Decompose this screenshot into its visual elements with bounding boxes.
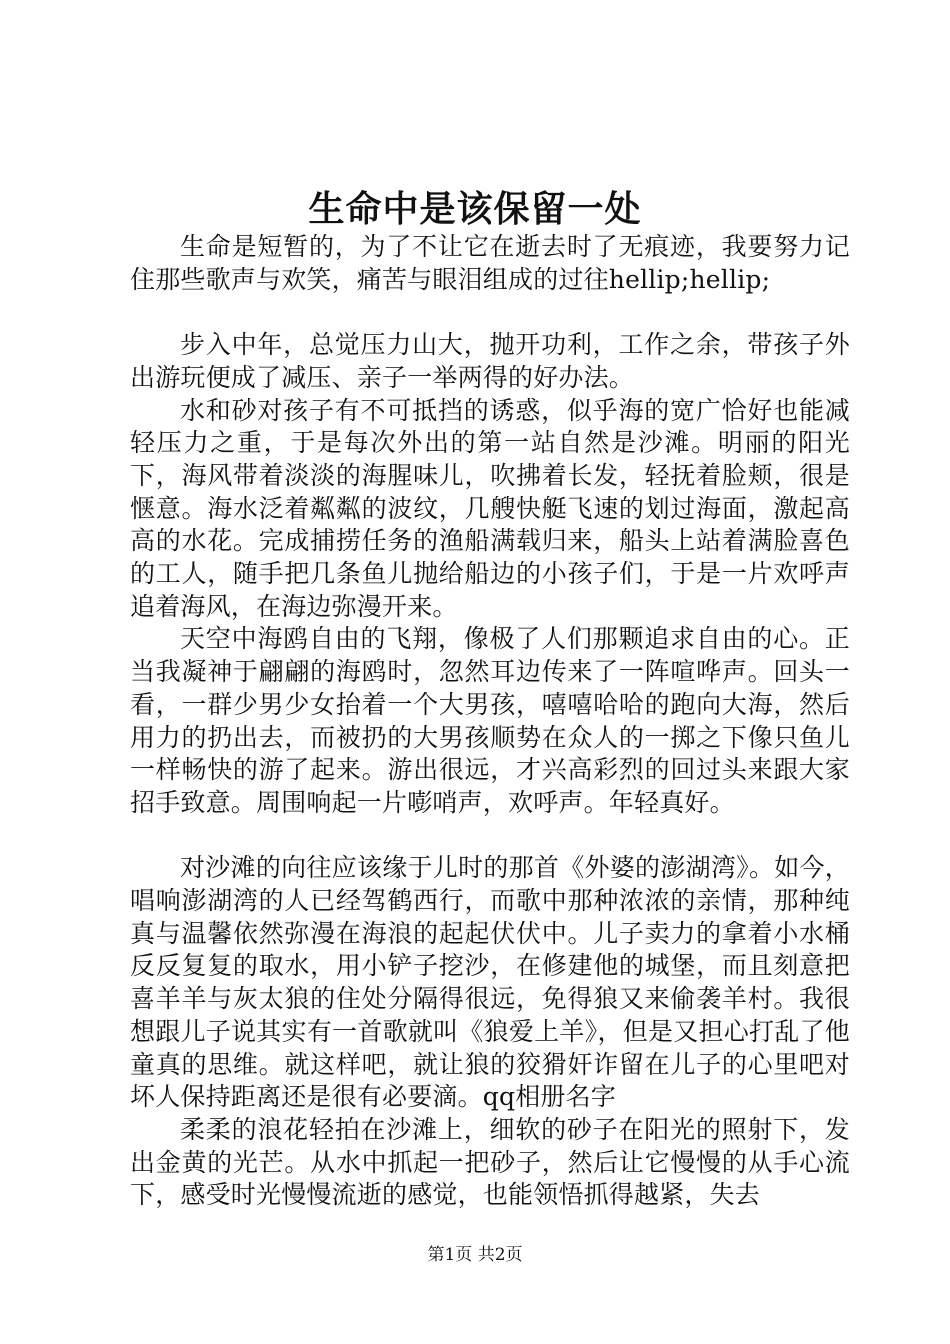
paragraph-penghu-bay: 对沙滩的向往应该缘于儿时的那首《外婆的澎湖湾》。如今，唱响澎湖湾的人已经驾鹤西行，而歌中那种浓浓的亲情，那种纯真与温馨依然弥漫在海浪的起起伏伏中。儿子卖力的拿着小水桶反反复复的取水，用小铲子挖沙，在修建他的城堡，而且刻意把喜羊羊与灰太狼的住处分隔得很远，免得狼又来偷袭羊村。我很想跟儿子说其实有一首歌就叫《狼爱上羊》，但是又担心打乱了他童真的思维。就这样吧，就让狼的狡猾奸诈留在儿子的心里吧对坏人保持距离还是很有必要滴。qq相册名字: [130, 853, 850, 1112]
paragraph-intro: 生命是短暂的，为了不让它在逝去时了无痕迹，我要努力记住那些歌声与欢笑，痛苦与眼泪组成的过往hellip;hellip;: [130, 232, 850, 294]
paragraph-seagulls: 天空中海鸥自由的飞翔，像极了人们那颗追求自由的心。正当我凝神于翩翩的海鸥时，忽然耳边传来了一阵喧哗声。回头一看，一群少男少女抬着一个大男孩，嘻嘻哈哈的跑向大海，然后用力的扔出去，而被扔的大男孩顺势在众人的一掷之下像只鱼儿一样畅快的游了起来。游出很远，才兴高彩烈的回过头来跟大家招手致意。周围响起一片嘭哨声，欢呼声。年轻真好。: [130, 624, 850, 817]
document-title: 生命中是该保留一处: [308, 188, 642, 230]
page-footer: 第1页 共2页: [427, 1245, 523, 1265]
document-body: [130, 231, 850, 1212]
paragraph-sand: 柔柔的浪花轻拍在沙滩上，细软的砂子在阳光的照射下，发出金黄的光芒。从水中抓起一把砂子，然后让它慢慢的从手心流下，感受时光慢慢流逝的感觉，也能领悟抓得越紧，失去: [130, 1114, 850, 1210]
paragraph-middle-age: 步入中年，总觉压力山大，抛开功利，工作之余，带孩子外出游玩便成了减压、亲子一举两得的好办法。: [130, 330, 850, 392]
paragraph-beach: 水和砂对孩子有不可抵挡的诱惑，似乎海的宽广恰好也能减轻压力之重，于是每次外出的第一站自然是沙滩。明丽的阳光下，海风带着淡淡的海腥味儿，吹拂着长发，轻抚着脸颊，很是惬意。海水泛着粼粼的波纹，几艘快艇飞速的划过海面，激起高高的水花。完成捕捞任务的渔船满载归来，船头上站着满脸喜色的工人，随手把几条鱼儿抛给船边的小孩子们，于是一片欢呼声追着海风，在海边弥漫开来。: [130, 395, 850, 621]
